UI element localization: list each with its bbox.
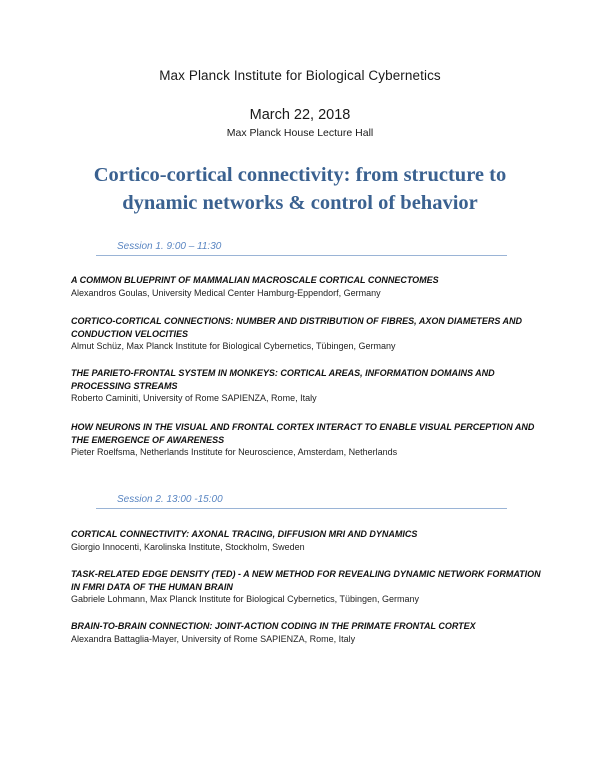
talk-item — [71, 315, 541, 353]
session-1-header: Session 1. 9:00 – 11:30 — [96, 241, 507, 256]
talk-item — [71, 421, 541, 459]
talk-speaker: Alexandra Battaglia-Mayer, University of Rome SAPIENZA, Rome, Italy — [71, 633, 356, 644]
talk-title: TASK-RELATED EDGE DENSITY (TED) - A NEW METHOD FOR REVEALING DYNAMIC NETWORK FORMATION IN FMRI DATA OF THE HUMAN BRAIN — [71, 569, 541, 592]
talk-item — [71, 528, 541, 553]
event-title-line-1: Cortico-cortical connectivity: from structure to — [93, 164, 507, 186]
talk-title: BRAIN-TO-BRAIN CONNECTION: JOINT-ACTION CODING IN THE PRIMATE FRONTAL CORTEX — [71, 621, 476, 631]
talk-item — [71, 620, 541, 645]
session-2-header: Session 2. 13:00 -15:00 — [96, 494, 507, 509]
institute-name: Max Planck Institute for Biological Cybernetics — [159, 68, 441, 83]
talk-title: A COMMON BLUEPRINT OF MAMMALIAN MACROSCALE CORTICAL CONNECTOMES — [71, 275, 439, 285]
talk-speaker: Roberto Caminiti, University of Rome SAPIENZA, Rome, Italy — [71, 393, 317, 403]
talk-speaker: Almut Schüz, Max Planck Institute for Biological Cybernetics, Tübingen, Germany — [71, 341, 396, 351]
event-date: March 22, 2018 — [249, 107, 351, 123]
talk-item — [71, 367, 541, 405]
talk-speaker: Pieter Roelfsma, Netherlands Institute for Neuroscience, Amsterdam, Netherlands — [71, 447, 398, 457]
talk-title: THE PARIETO-FRONTAL SYSTEM IN MONKEYS: CORTICAL AREAS, INFORMATION DOMAINS AND PROCESSING STREAMS — [71, 368, 495, 391]
event-title-line-2: dynamic networks & control of behavior — [122, 192, 478, 214]
talk-speaker: Alexandros Goulas, University Medical Center Hamburg-Eppendorf, Germany — [71, 287, 381, 298]
event-title — [0, 161, 600, 217]
talk-title: HOW NEURONS IN THE VISUAL AND FRONTAL CORTEX INTERACT TO ENABLE VISUAL PERCEPTION AND THE EMERGENCE OF AWARENESS — [71, 422, 535, 445]
talk-title: CORTICAL CONNECTIVITY: AXONAL TRACING, DIFFUSION MRI AND DYNAMICS — [71, 529, 418, 539]
talk-speaker: Giorgio Innocenti, Karolinska Institute, Stockholm, Sweden — [71, 541, 305, 552]
talk-speaker: Gabriele Lohmann, Max Planck Institute for Biological Cybernetics, Tübingen, Germany — [71, 594, 420, 604]
talk-title: CORTICO-CORTICAL CONNECTIONS: NUMBER AND DISTRIBUTION OF FIBRES, AXON DIAMETERS AND CONDUCTION VELOCITIES — [71, 316, 523, 339]
talk-item — [71, 274, 541, 299]
event-venue: Max Planck House Lecture Hall — [226, 127, 374, 139]
talk-item — [71, 568, 541, 606]
